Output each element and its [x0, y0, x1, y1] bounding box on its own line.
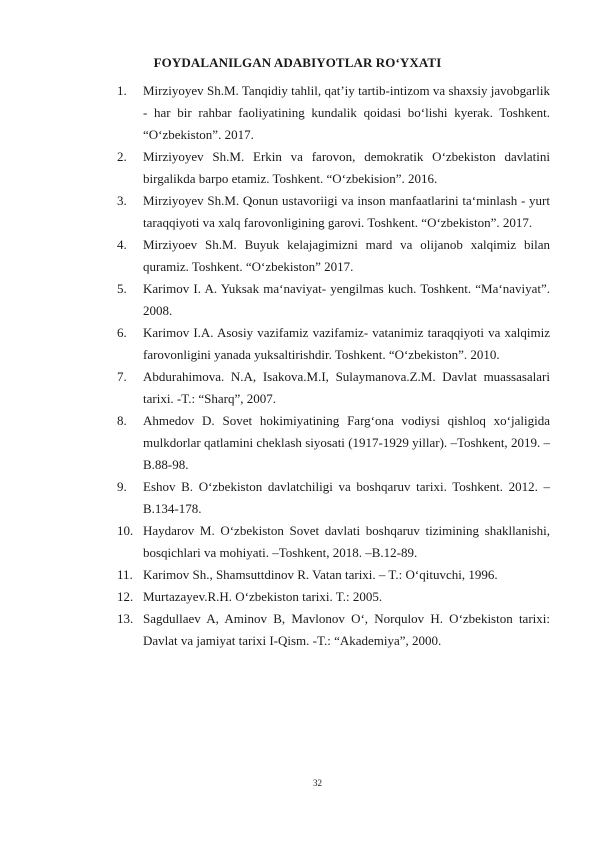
reference-text: Ahmedov D. Sovet hokimiyatining Farg‘ona vodiysi qishloq xo‘jaligida mulkdorlar qatlamini cheklash siyosati (1917-1929 yillar). –Toshkent, 2019. –B.88-98. [143, 413, 550, 472]
reference-text: Mirziyoyev Sh.M. Qonun ustavoriigi va inson manfaatlarini ta‘minlash - yurt taraqqiyoti va xalq farovonligining garovi. Toshkent. “O‘zbekiston”. 2017. [143, 193, 550, 230]
reference-number: 3. [117, 193, 127, 208]
reference-item [117, 80, 550, 146]
reference-number: 2. [117, 149, 127, 164]
reference-text: Mirziyoyev Sh.M. Tanqidiy tahlil, qat’iy tartib-intizom va shaxsiy javobgarlik - har bir rahbar faoliyatining kundalik qoidasi bo‘lishi kyerak. Toshkent. “O‘zbekiston”. 2017. [143, 83, 550, 142]
reference-number: 7. [117, 369, 127, 384]
reference-number: 6. [117, 325, 127, 340]
reference-number: 4. [117, 237, 127, 252]
reference-text: Sagdullaev A, Aminov B, Mavlonov O‘, Norqulov H. O‘zbekiston tarixi: Davlat va jamiyat tarixi I-Qism. -T.: “Akademiya”, 2000. [143, 611, 550, 648]
reference-item [117, 366, 550, 410]
reference-number: 9. [117, 479, 127, 494]
reference-item [117, 190, 550, 234]
reference-item [117, 410, 550, 476]
reference-text: Karimov I. A. Yuksak ma‘naviyat- yengilmas kuch. Toshkent. “Ma‘naviyat”. 2008. [143, 281, 550, 318]
page-number: 32 [313, 778, 322, 788]
reference-number: 8. [117, 413, 127, 428]
reference-text: Karimov Sh., Shamsuttdinov R. Vatan tarixi. – T.: O‘qituvchi, 1996. [143, 567, 498, 582]
reference-number: 12. [117, 589, 134, 604]
reference-text: Eshov B. O‘zbekiston davlatchiligi va boshqaruv tarixi. Toshkent. 2012. –B.134-178. [143, 479, 550, 516]
page-title: FOYDALANILGAN ADABIYOTLAR RO‘YXATI [153, 55, 442, 70]
reference-list [117, 80, 550, 652]
reference-text: Mirziyoyev Sh.M. Erkin va farovon, demokratik O‘zbekiston davlatini birgalikda barpo etamiz. Toshkent. “O‘zbekision”. 2016. [143, 149, 550, 186]
reference-number: 5. [117, 281, 127, 296]
reference-number: 11. [117, 567, 133, 582]
reference-item [117, 234, 550, 278]
reference-text: Karimov I.A. Asosiy vazifamiz vazifamiz- vatanimiz taraqqiyoti va xalqimiz farovonligini yanada yuksaltirishdir. Toshkent. “O‘zbekiston”. 2010. [143, 325, 550, 362]
reference-item [117, 564, 550, 586]
reference-text: Haydarov M. O‘zbekiston Sovet davlati boshqaruv tizimining shakllanishi, bosqichlari va mohiyati. –Toshkent, 2018. –B.12-89. [143, 523, 550, 560]
reference-item [117, 322, 550, 366]
reference-number: 10. [117, 523, 134, 538]
reference-item [117, 586, 550, 608]
reference-number: 13. [117, 611, 134, 626]
reference-item [117, 278, 550, 322]
reference-text: Abdurahimova. N.A, Isakova.M.I, Sulaymanova.Z.M. Davlat muassasalari tarixi. -T.: “Sharq”, 2007. [143, 369, 550, 406]
reference-item [117, 520, 550, 564]
reference-text: Mirziyoev Sh.M. Buyuk kelajagimizni mard va olijanob xalqimiz bilan quramiz. Toshkent. “O‘zbekiston” 2017. [143, 237, 550, 274]
reference-item [117, 476, 550, 520]
reference-item [117, 146, 550, 190]
reference-item [117, 608, 550, 652]
reference-text: Murtazayev.R.H. O‘zbekiston tarixi. T.: 2005. [143, 589, 383, 604]
reference-number: 1. [117, 83, 127, 98]
